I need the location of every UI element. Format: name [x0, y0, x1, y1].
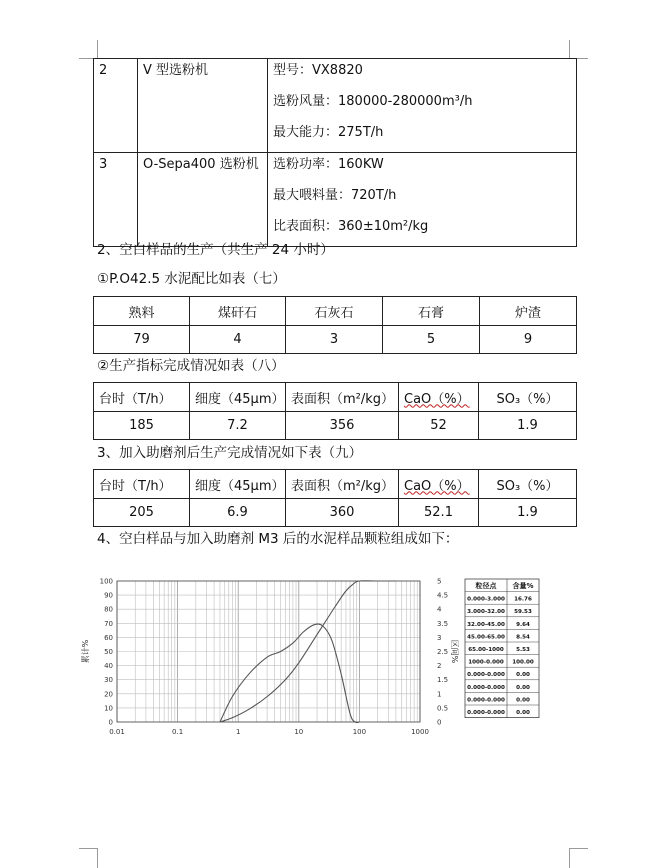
side-table-cell: 0.000-0.000	[467, 672, 505, 679]
side-table-header: 含量%	[512, 582, 534, 590]
side-table-cell: 0.00	[516, 697, 530, 704]
row-number: 3	[94, 153, 138, 247]
table-header-cell: CaO（%）	[399, 383, 479, 412]
crop-mark-bottom-right-h	[570, 848, 588, 849]
table-header-cell: 熟料	[94, 297, 190, 326]
section3-heading: 3、加入助磨剂后生产完成情况如下表（九）	[97, 445, 363, 461]
table-header-cell: 炉渣	[480, 297, 577, 326]
table-cell: 52	[399, 412, 479, 440]
table-cell: 52.1	[399, 499, 479, 527]
equipment-name: O-Sepa400 选粉机	[138, 153, 268, 247]
table-header-cell: 石膏	[383, 297, 480, 326]
table-header-cell: CaO（%）	[399, 470, 479, 499]
table-cell: 4	[190, 326, 286, 354]
side-table-cell: 5.53	[516, 647, 530, 653]
x-tick-label: 0.1	[172, 728, 184, 736]
x-tick-label: 0.01	[109, 728, 125, 736]
table7-caption: ①P.O42.5 水泥配比如表（七）	[97, 271, 286, 287]
side-table-cell: 3.000-32.00	[467, 609, 505, 616]
side-table-cell: 9.64	[516, 621, 530, 628]
y2-tick-label: 1.5	[437, 676, 449, 685]
section4-heading: 4、空白样品与加入助磨剂 M3 后的水泥样品颗粒组成如下：	[97, 531, 459, 547]
spec-line: 比表面积：360±10m²/kg	[273, 219, 429, 234]
side-table-cell: 65.00-1000	[468, 647, 504, 653]
x-tick-label: 10	[294, 728, 304, 736]
table-cell: 356	[286, 412, 399, 440]
table-header-row	[94, 383, 577, 412]
table-header-cell: 台时（T/h）	[94, 383, 190, 412]
table-row	[94, 499, 577, 527]
side-table-cell: 0.000-3.000	[467, 596, 505, 603]
side-table-cell: 0.000-0.000	[467, 710, 505, 716]
table9	[93, 469, 577, 527]
x-tick-label: 1	[235, 728, 241, 736]
y2-tick-label: 4.5	[437, 591, 449, 600]
crop-mark-top-left-v	[97, 40, 98, 58]
side-table-cell: 0.00	[516, 710, 530, 716]
spec-line: 最大能力：275T/h	[273, 125, 384, 140]
table8	[93, 382, 577, 440]
side-table-cell: 59.53	[514, 609, 532, 616]
y2-tick-label: 2.5	[437, 648, 449, 656]
side-table-cell: 0.000-0.000	[467, 697, 505, 704]
table-row	[94, 326, 577, 354]
y-tick-label: 30	[104, 676, 113, 685]
y2-tick-label: 1	[437, 690, 442, 699]
table-cell: 5	[383, 326, 480, 354]
side-table-cell: 16.76	[514, 596, 532, 603]
y2-tick-label: 2	[437, 662, 442, 671]
table-row	[94, 59, 577, 153]
y-tick-label: 60	[104, 633, 113, 642]
y2-tick-label: 0	[437, 718, 442, 727]
side-table-cell: 1000-0.000	[468, 659, 504, 666]
table-header-cell: 台时（T/h）	[94, 470, 190, 499]
side-table-cell: 32.00-45.00	[467, 621, 505, 628]
y2-tick-label: 0.5	[437, 704, 449, 713]
equipment-specs	[268, 153, 577, 247]
table-header-cell: 细度（45μm）	[190, 470, 286, 499]
x-tick-label: 100	[352, 728, 367, 736]
y-tick-label: 50	[104, 648, 113, 656]
table-cell: 9	[480, 326, 577, 354]
side-table-cell: 0.00	[516, 672, 530, 679]
equipment-name: V 型选粉机	[138, 59, 268, 153]
table-cell: 7.2	[190, 412, 286, 440]
side-table-cell: 45.00-65.00	[467, 634, 505, 641]
section2-heading: 2、空白样品的生产（共生产 24 小时）	[97, 242, 334, 258]
spec-line: 选粉风量：180000-280000m³/h	[273, 94, 473, 109]
table-cell: 1.9	[479, 499, 577, 527]
y-tick-label: 10	[104, 704, 113, 713]
y2-tick-label: 3	[437, 633, 442, 642]
y-tick-label: 100	[99, 577, 113, 586]
table-header-cell: 表面积（m²/kg）	[286, 470, 399, 499]
crop-mark-bottom-right-v	[569, 848, 570, 868]
table-cell: 3	[286, 326, 383, 354]
y-tick-label: 20	[104, 690, 113, 699]
crop-mark-bottom-left-v	[97, 848, 98, 868]
table7	[93, 296, 577, 354]
table-header-row	[94, 297, 577, 326]
table-header-cell: SO₃（%）	[479, 383, 577, 412]
x-tick-label: 1000	[411, 728, 429, 736]
particle-size-chart	[80, 568, 555, 743]
table-cell: 79	[94, 326, 190, 354]
spec-line: 最大喂料量：720T/h	[273, 188, 397, 203]
table-cell: 1.9	[479, 412, 577, 440]
table-header-row	[94, 470, 577, 499]
equipment-specs	[268, 59, 577, 153]
table-header-cell: 细度（45μm）	[190, 383, 286, 412]
side-table-header: 粒径点	[475, 582, 497, 590]
crop-mark-bottom-left-h	[79, 848, 97, 849]
y-tick-label: 80	[104, 605, 113, 614]
table-cell: 6.9	[190, 499, 286, 527]
table-row	[94, 412, 577, 440]
table-row	[94, 153, 577, 247]
table-header-cell: 石灰石	[286, 297, 383, 326]
side-table-cell: 100.00	[512, 659, 534, 666]
table-header-cell: 煤矸石	[190, 297, 286, 326]
table-cell: 185	[94, 412, 190, 440]
equipment-table	[93, 58, 577, 247]
y-tick-label: 0	[108, 718, 113, 727]
spec-line: 型号：VX8820	[273, 63, 363, 78]
y2-tick-label: 4	[437, 605, 442, 614]
row-number: 2	[94, 59, 138, 153]
y2-axis-label: 区间%	[450, 639, 459, 664]
crop-mark-top-right-v	[569, 40, 570, 58]
table8-caption: ②生产指标完成情况如表（八）	[97, 358, 285, 374]
side-table-cell: 0.00	[516, 684, 530, 691]
table-header-cell: 表面积（m²/kg）	[286, 383, 399, 412]
y-tick-label: 90	[104, 591, 113, 600]
spec-line: 选粉功率：160KW	[273, 157, 384, 172]
table-cell: 205	[94, 499, 190, 527]
table-header-cell: SO₃（%）	[479, 470, 577, 499]
side-table-cell: 8.54	[516, 634, 530, 641]
y-tick-label: 70	[104, 619, 113, 628]
y2-tick-label: 5	[437, 577, 442, 586]
y2-tick-label: 3.5	[437, 619, 449, 628]
side-table-cell: 0.000-0.000	[467, 684, 505, 691]
y-axis-label: 累计%	[81, 639, 90, 664]
table-cell: 360	[286, 499, 399, 527]
y-tick-label: 40	[104, 662, 113, 671]
